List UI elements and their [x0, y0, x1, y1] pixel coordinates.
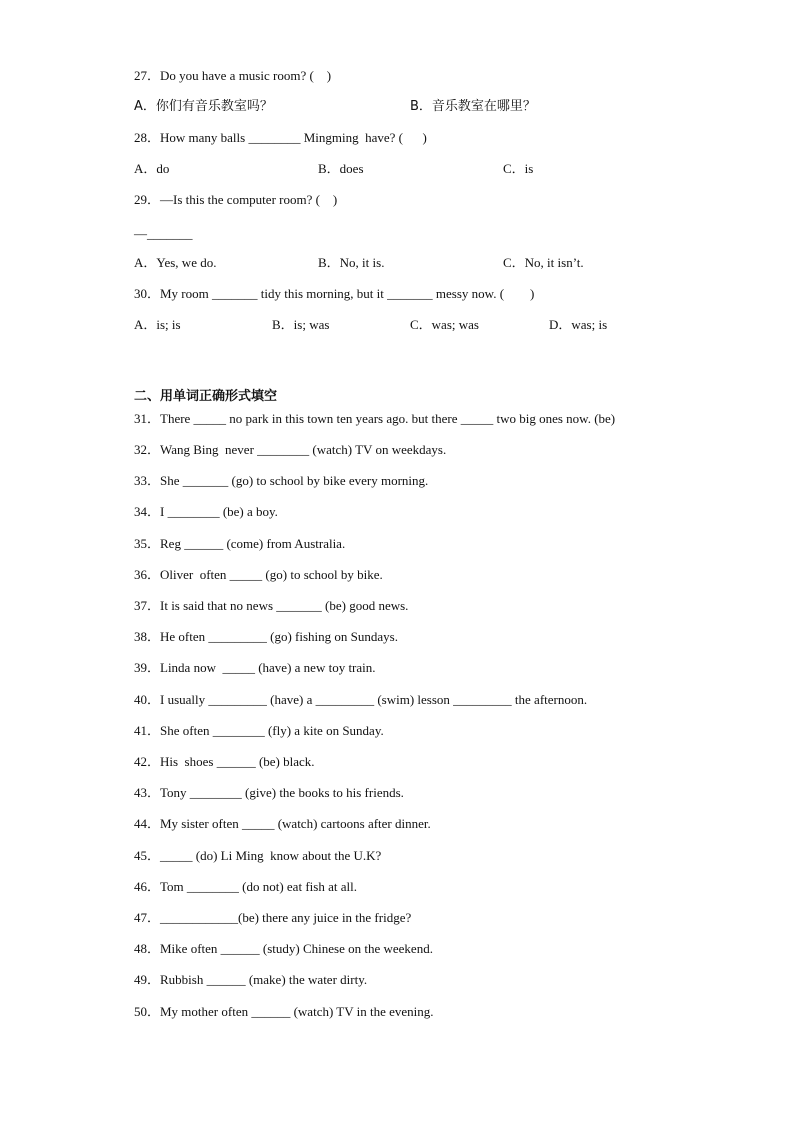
question-29-option-b: B．No, it is. [318, 255, 385, 270]
question-29-stem: 29．—Is this the computer room? ( ) [134, 192, 338, 207]
question-37: 37．It is said that no news _______ (be) good news. [134, 598, 409, 613]
question-32: 32．Wang Bing never ________ (watch) TV on weekdays. [134, 442, 447, 457]
question-40: 40．I usually _________ (have) a _________ (swim) lesson _________ the afternoon. [134, 692, 588, 707]
question-30-stem: 30．My room _______ tidy this morning, but it _______ messy now. ( ) [134, 286, 535, 301]
question-39: 39．Linda now _____ (have) a new toy train. [134, 660, 376, 675]
question-28-option-b: B．does [318, 161, 364, 176]
question-31: 31．There _____ no park in this town ten years ago. but there _____ two big ones now. (be) [134, 411, 616, 426]
question-44: 44．My sister often _____ (watch) cartoons after dinner. [134, 816, 431, 831]
question-29-answer-line: —_______ [134, 226, 193, 241]
question-36: 36．Oliver often _____ (go) to school by bike. [134, 567, 383, 582]
question-47: 47．____________(be) there any juice in the fridge? [134, 910, 412, 925]
question-30-option-d: D．was; is [549, 317, 608, 332]
question-48: 48．Mike often ______ (study) Chinese on the weekend. [134, 941, 433, 956]
question-27-option-a: A．你们有音乐教室吗？ [134, 99, 273, 114]
question-34: 34．I ________ (be) a boy. [134, 504, 278, 519]
question-41: 41．She often ________ (fly) a kite on Sunday. [134, 723, 384, 738]
question-28-stem: 28．How many balls ________ Mingming have? ( ) [134, 130, 427, 145]
question-27-option-b: B．音乐教室在哪里？ [410, 99, 536, 114]
question-43: 43．Tony ________ (give) the books to his friends. [134, 785, 404, 800]
question-29-option-c: C．No, it isn’t. [503, 255, 584, 270]
question-30-option-b: B．is; was [272, 317, 330, 332]
question-27-stem: 27．Do you have a music room? ( ) [134, 68, 332, 83]
question-30-option-c: C．was; was [410, 317, 479, 332]
question-49: 49．Rubbish ______ (make) the water dirty. [134, 972, 368, 987]
question-29-option-a: A．Yes, we do. [134, 255, 217, 270]
section-heading: 二、用单词正确形式填空 [134, 389, 278, 404]
question-30-option-a: A．is; is [134, 317, 181, 332]
question-38: 38．He often _________ (go) fishing on Sundays. [134, 629, 398, 644]
question-45: 45．_____ (do) Li Ming know about the U.K? [134, 848, 382, 863]
question-35: 35．Reg ______ (come) from Australia. [134, 536, 346, 551]
question-33: 33．She _______ (go) to school by bike every morning. [134, 473, 429, 488]
question-50: 50．My mother often ______ (watch) TV in the evening. [134, 1004, 434, 1019]
question-42: 42．His shoes ______ (be) black. [134, 754, 315, 769]
question-46: 46．Tom ________ (do not) eat fish at all. [134, 879, 357, 894]
question-28-option-c: C．is [503, 161, 534, 176]
question-28-option-a: A．do [134, 161, 170, 176]
